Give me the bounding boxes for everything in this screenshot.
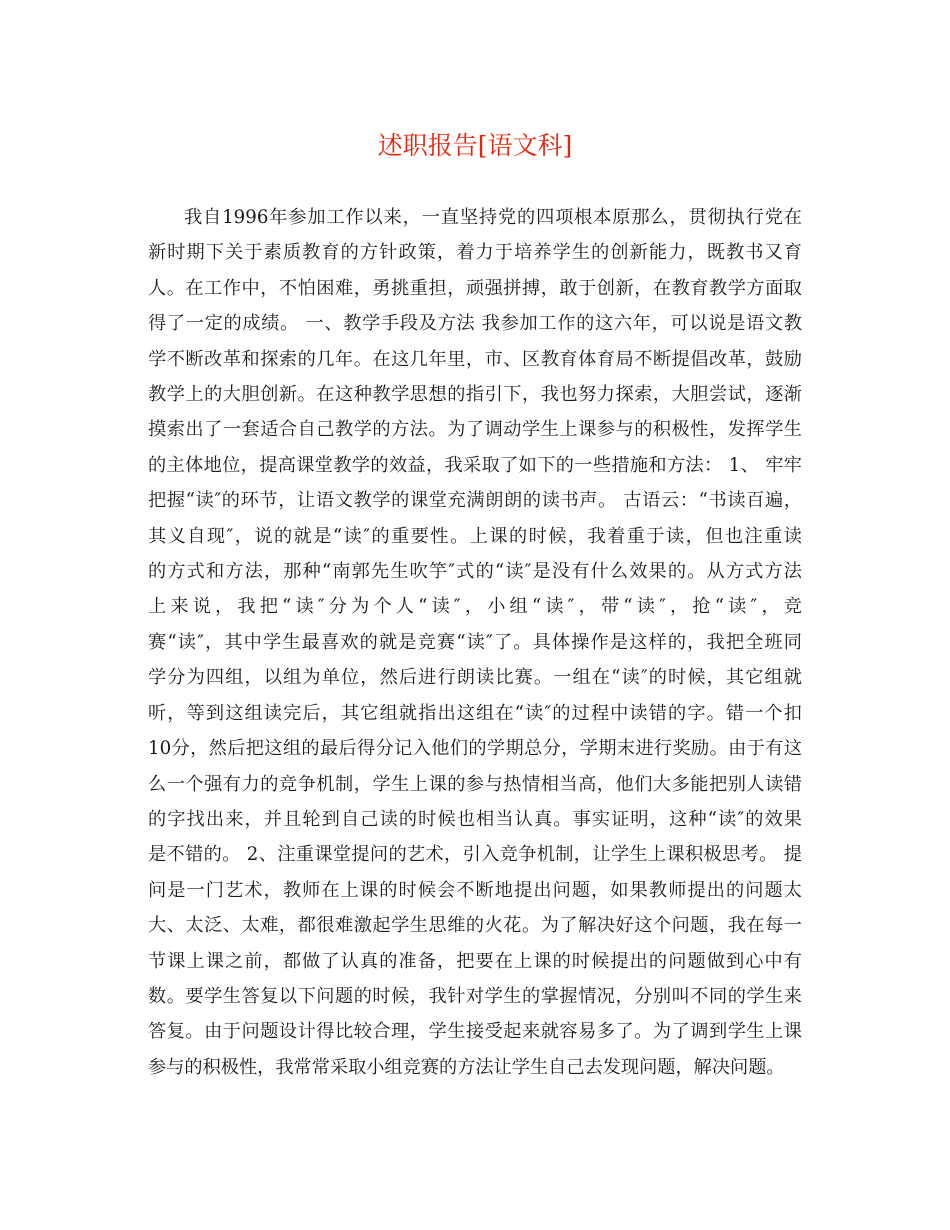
body-line: 参与的积极性，我常常采取小组竞赛的方法让学生自己去发现问题，解决问题。 [148,1056,785,1078]
body-line: 其义自现″，说的就是“读″的重要性。上课的时候，我着重于读，但也注重读 [148,525,802,547]
body-line: 人。在工作中，不怕困难，勇挑重担，顽强拼搏，敢于创新，在教育教学方面取 [148,277,802,299]
body-line: 的方式和方法，那种“南郭先生吹竽″式的“读″是没有什么效果的。从方式方法 [148,561,802,583]
body-line: 摸索出了一套适合自己教学的方法。为了调动学生上课参与的积极性，发挥学生 [148,419,802,441]
body-line: 赛“读″，其中学生最喜欢的就是竞赛“读″了。具体操作是这样的，我把全班同 [148,631,802,653]
body-line: 新时期下关于素质教育的方针政策，着力于培养学生的创新能力，既教书又育 [148,242,802,264]
body-line: 10分，然后把这组的最后得分记入他们的学期总分，学期末进行奖励。由于有这 [148,738,802,760]
body-line: 把握“读″的环节，让语文教学的课堂充满朗朗的读书声。 古语云：“书读百遍， [148,490,802,512]
body-line: 数。要学生答复以下问题的时候，我针对学生的掌握情况，分别叫不同的学生来 [148,985,802,1007]
document-body [148,200,802,1085]
body-line: 上来说，我把“读″分为个人“读″，小组“读″，带“读″，抢“读″，竞 [148,596,802,618]
body-line: 学分为四组，以组为单位，然后进行朗读比赛。一组在“读″的时候，其它组就 [148,667,802,689]
body-line: 教学上的大胆创新。在这种教学思想的指引下，我也努力探索，大胆尝试，逐渐 [148,384,802,406]
body-line: 答复。由于问题设计得比较合理，学生接受起来就容易多了。为了调到学生上课 [148,1021,802,1043]
body-line: 学不断改革和探索的几年。在这几年里，市、区教育体育局不断提倡改革，鼓励 [148,348,802,370]
body-line: 得了一定的成绩。 一、教学手段及方法 我参加工作的这六年，可以说是语文教 [148,313,802,335]
body-line: 么一个强有力的竞争机制，学生上课的参与热情相当高，他们大多能把别人读错 [148,773,802,795]
body-line: 节课上课之前，都做了认真的准备，把要在上课的时候提出的问题做到心中有 [148,950,802,972]
body-line: 问是一门艺术，教师在上课的时候会不断地提出问题，如果教师提出的问题太 [148,879,802,901]
body-line: 的字找出来，并且轮到自己读的时候也相当认真。事实证明，这种“读″的效果 [148,808,802,830]
body-line: 我自1996年参加工作以来，一直坚持党的四项根本原那么，贯彻执行党在 [184,207,802,228]
body-line: 的主体地位，提高课堂教学的效益，我采取了如下的一些措施和方法： 1、 牢牢 [148,454,802,476]
body-line: 大、太泛、太难，都很难激起学生思维的火花。为了解决好这个问题，我在每一 [148,915,802,937]
body-line: 是不错的。 2、注重课堂提问的艺术，引入竞争机制，让学生上课积极思考。 提 [148,844,802,866]
document-title: 述职报告[语文科] [377,131,573,160]
body-line: 听，等到这组读完后，其它组就指出这组在“读″的过程中读错的字。错一个扣 [148,702,802,724]
